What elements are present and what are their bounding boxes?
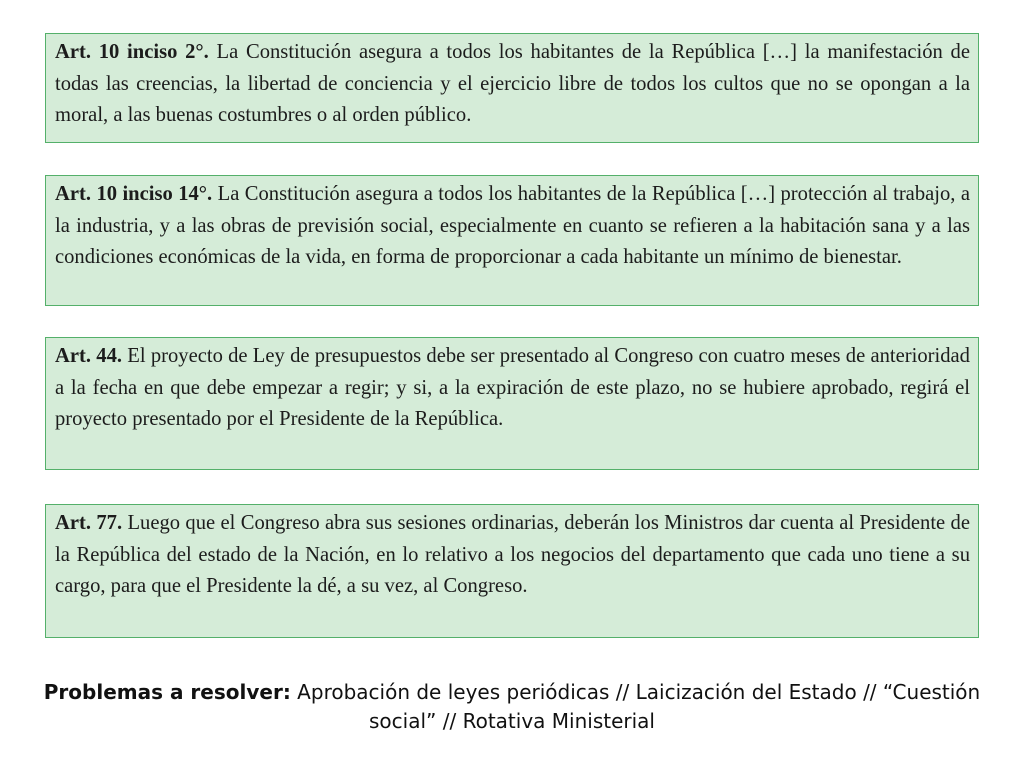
caption-label: Problemas a resolver:: [43, 680, 291, 704]
article-box-art-10-inciso-14: [45, 175, 979, 306]
article-box-art-44: [45, 337, 979, 470]
caption-text: Aprobación de leyes periódicas // Laicización del Estado // “Cuestión social” // Rotativa Ministerial: [290, 680, 981, 733]
article-label: Art. 10 inciso 2°.: [55, 41, 209, 63]
article-label: Art. 10 inciso 14°.: [55, 183, 213, 205]
article-text: La Constitución asegura a todos los habitantes de la República […] protección al trabajo, a la industria, y a las obras de previsión social, especialmente en cuanto se refieren a la habitación sana y a las condiciones económicas de la vida, en forma de proporcionar a cada habitante un mínimo de bienestar.: [55, 183, 970, 268]
article-box-art-77: [45, 504, 979, 638]
article-text: El proyecto de Ley de presupuestos debe ser presentado al Congreso con cuatro meses de anterioridad a la fecha en que debe empezar a regir; y si, a la expiración de este plazo, no se hubiere aprobado, regirá el proyecto presentado por el Presidente de la República.: [55, 345, 970, 430]
article-text: Luego que el Congreso abra sus sesiones ordinarias, deberán los Ministros dar cuenta al Presidente de la República del estado de la Nación, en lo relativo a los negocios del departamento que cada uno tiene a su cargo, para que el Presidente la dé, a su vez, al Congreso.: [55, 512, 970, 597]
article-text: La Constitución asegura a todos los habitantes de la República […] la manifestación de todas las creencias, la libertad de conciencia y el ejercicio libre de todos los cultos que no se opongan a la moral, a las buenas costumbres o al orden público.: [55, 41, 970, 126]
article-label: Art. 77.: [55, 512, 123, 534]
article-box-art-10-inciso-2: [45, 33, 979, 143]
article-label: Art. 44.: [55, 345, 123, 367]
problems-caption: [40, 678, 984, 736]
